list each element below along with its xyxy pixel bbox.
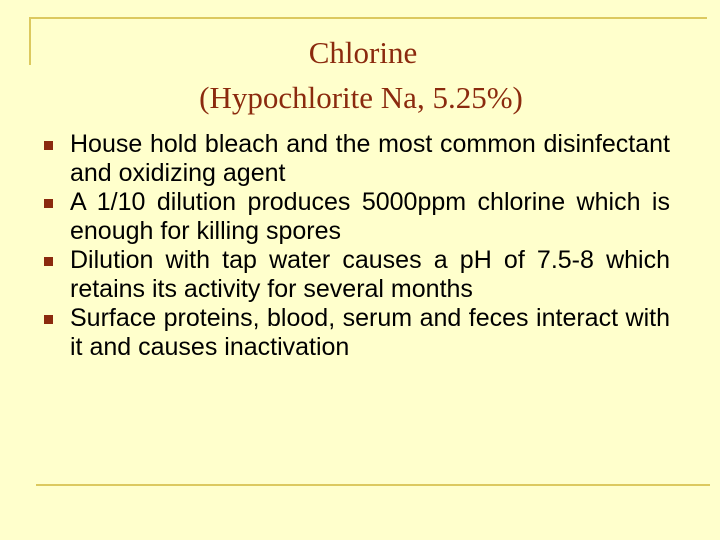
bullet-item [70,246,670,304]
square-bullet-icon [44,257,53,266]
frame-bottom-line [36,484,710,486]
title-line-1: Chlorine [308,35,418,70]
bullet-text: Dilution with tap water causes a pH of 7.5-8 which retains its activity for several months [70,246,670,303]
bullet-item [70,304,670,362]
bullet-text: Surface proteins, blood, serum and feces interact with it and causes inactivation [70,304,670,361]
frame-top-line [29,17,707,19]
bullet-item [70,188,670,246]
square-bullet-icon [44,315,53,324]
square-bullet-icon [44,199,53,208]
slide-title [0,30,720,120]
bullet-list [70,130,670,362]
bullet-item [70,130,670,188]
bullet-text: A 1/10 dilution produces 5000ppm chlorine which is enough for killing spores [70,188,670,245]
bullet-text: House hold bleach and the most common disinfectant and oxidizing agent [70,130,670,187]
square-bullet-icon [44,141,53,150]
title-line-2: (Hypochlorite Na, 5.25%) [199,80,523,115]
